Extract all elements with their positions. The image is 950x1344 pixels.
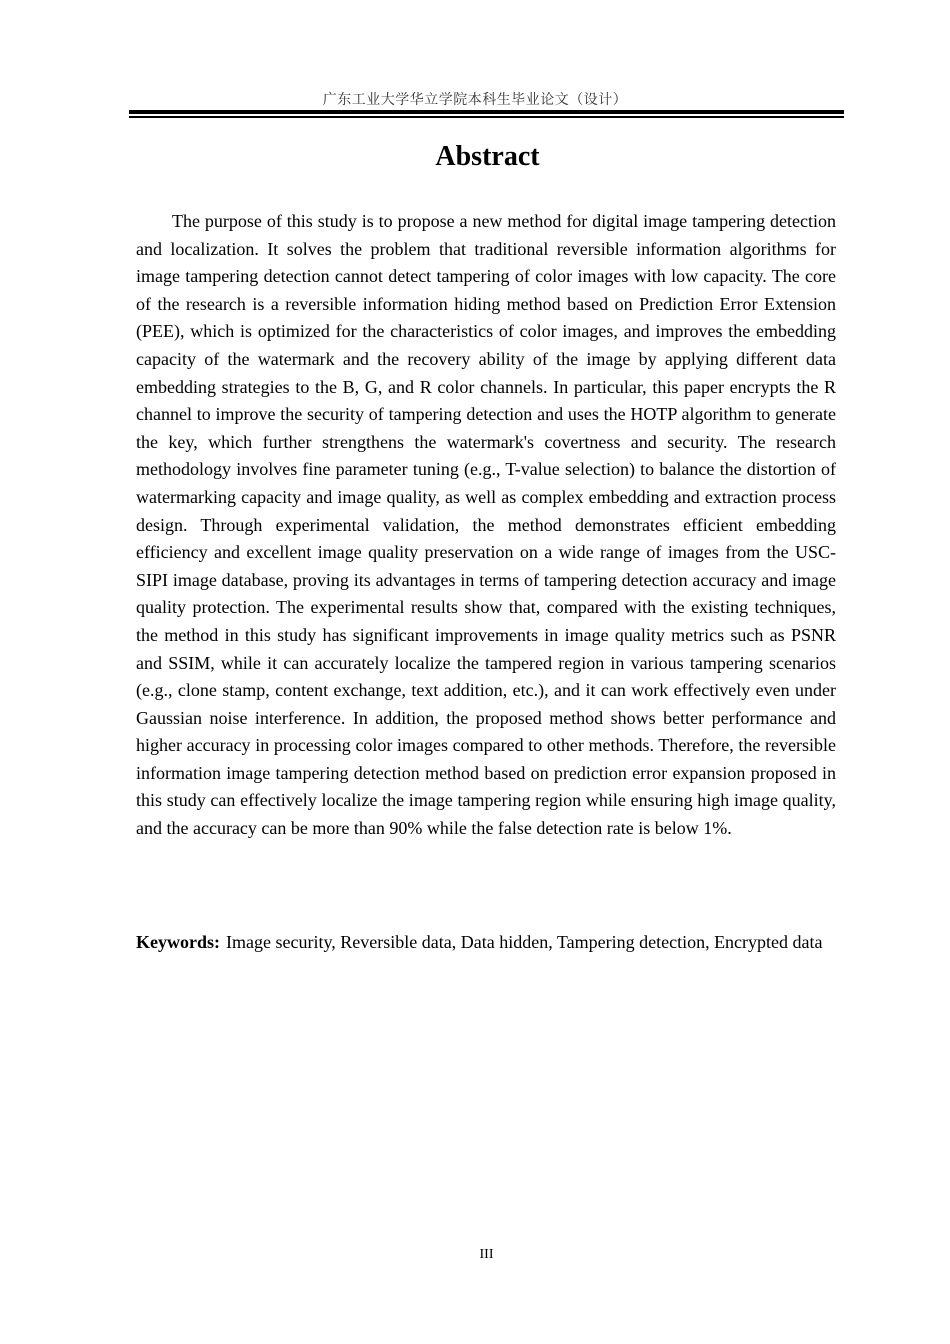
keywords-block xyxy=(136,929,836,957)
header-rule-thick xyxy=(129,110,844,114)
keywords-text: Image security, Reversible data, Data hidden, Tampering detection, Encrypted data xyxy=(226,932,823,952)
abstract-paragraph: The purpose of this study is to propose a new method for digital image tampering detection and localization. It solves the problem that traditional reversible information algorithms for image tampering detection cannot detect tampering of color images with low capacity. The core of the research is a reversible information hiding method based on Prediction Error Extension (PEE), which is optimized for the characteristics of color images, and improves the embedding capacity of the watermark and the recovery ability of the image by applying different data embedding strategies to the B, G, and R color channels. In particular, this paper encrypts the R channel to improve the security of tampering detection and uses the HOTP algorithm to generate the key, which further strengthens the watermark's covertness and security. The research methodology involves fine parameter tuning (e.g., T-value selection) to balance the distortion of watermarking capacity and image quality, as well as complex embedding and extraction process design. Through experimental validation, the method demonstrates efficient embedding efficiency and excellent image quality preservation on a wide range of images from the USC-SIPI image database, proving its advantages in terms of tampering detection accuracy and image quality protection. The experimental results show that, compared with the existing techniques, the method in this study has significant improvements in image quality metrics such as PSNR and SSIM, while it can accurately localize the tampered region in various tampering scenarios (e.g., clone stamp, content exchange, text addition, etc.), and it can work effectively even under Gaussian noise interference. In addition, the proposed method shows better performance and higher accuracy in processing color images compared to other methods. Therefore, the reversible information image tampering detection method based on prediction error expansion proposed in this study can effectively localize the image tampering region while ensuring high image quality, and the accuracy can be more than 90% while the false detection rate is below 1%. xyxy=(136,211,836,839)
keywords-label: Keywords: xyxy=(136,932,220,952)
header-rule-thin xyxy=(129,116,844,118)
page-title: Abstract xyxy=(435,141,540,172)
running-header: 广东工业大学华立学院本科生毕业论文（设计） xyxy=(322,93,628,108)
page-number: III xyxy=(479,1247,494,1262)
